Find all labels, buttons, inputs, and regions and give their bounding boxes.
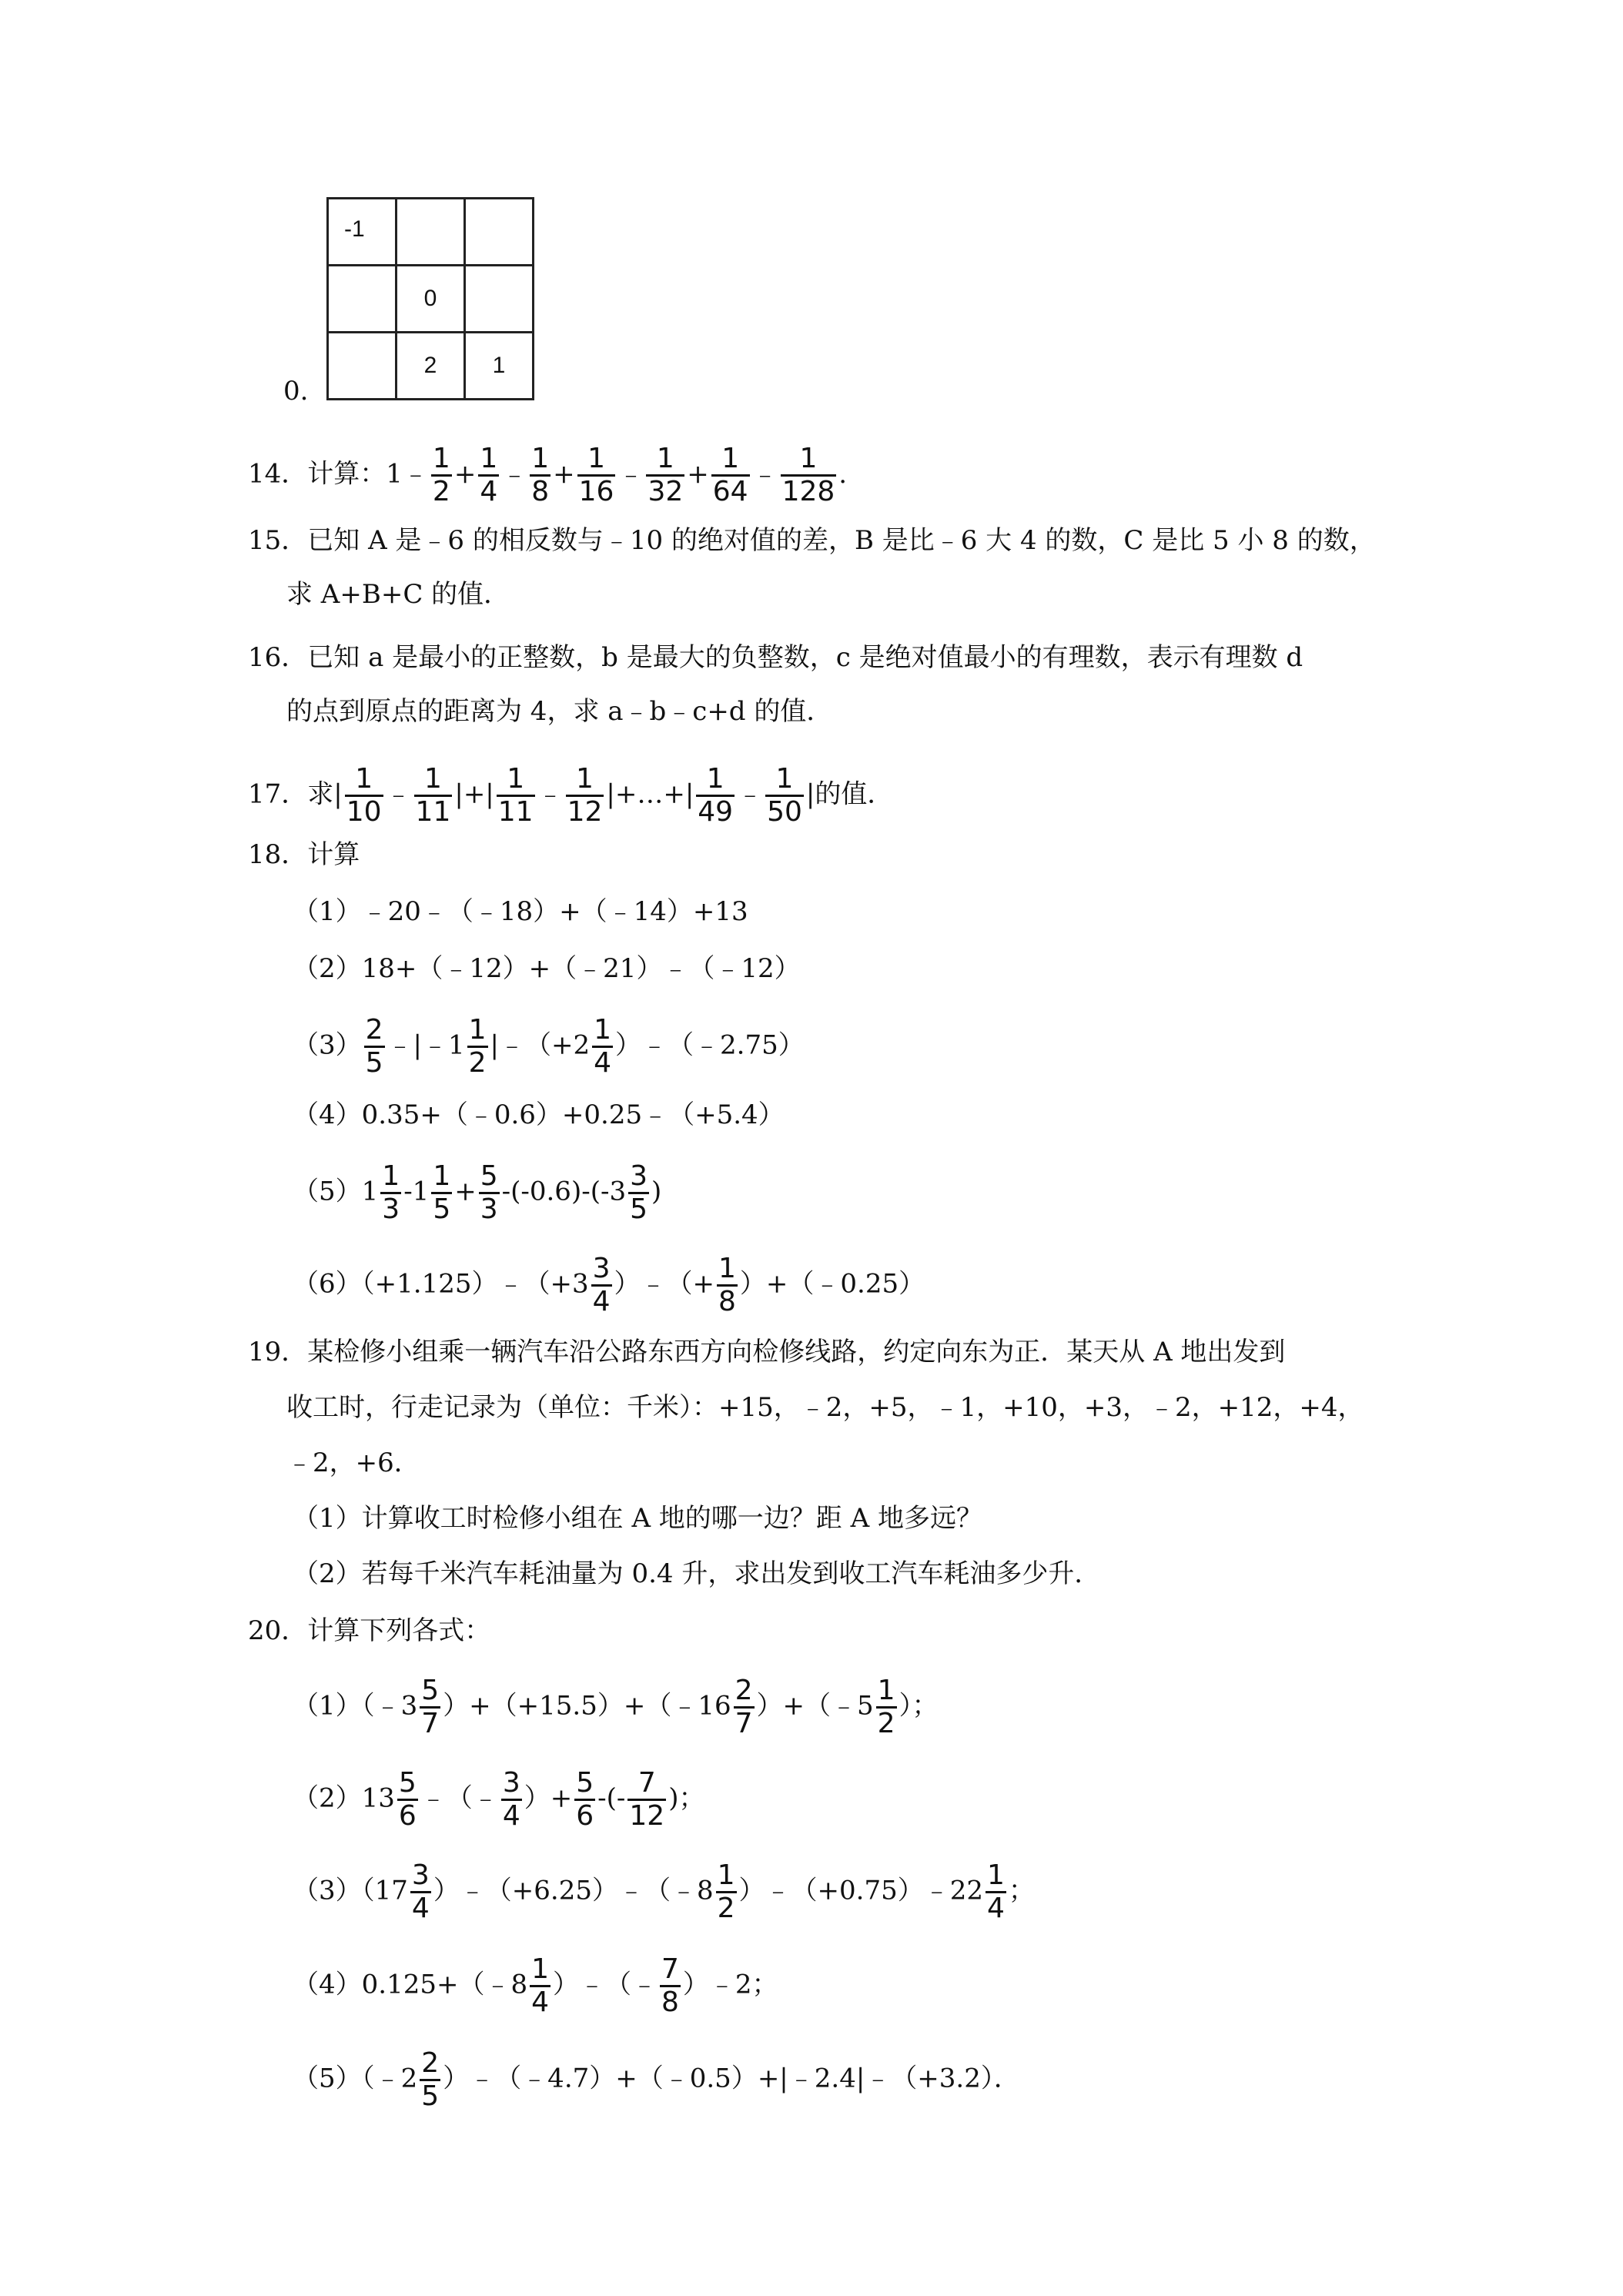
operator: ﹣: [617, 458, 644, 490]
fraction: $\frac{1}{50}$: [767, 763, 802, 828]
grid-cell: [328, 266, 397, 333]
q19-item-1: （1）计算收工时检修小组在 A 地的哪一边？距 A 地多远？: [293, 1503, 982, 1534]
question-19-line-1: 19．某检修小组乘一辆汽车沿公路东西方向检修线路，约定向东为正．某天从 A 地出发到: [248, 1337, 1286, 1367]
grid-cell: -1: [328, 199, 397, 266]
question-15-line-1: 15．已知 A 是﹣6 的相反数与﹣10 的绝对值的差，B 是比﹣6 大 4 的数，C 是比 5 小 8 的数，: [248, 525, 1376, 556]
fraction: $\frac{5}{3}$: [480, 1160, 498, 1225]
grid-cell: 1: [465, 333, 534, 400]
question-number: 17．: [248, 778, 308, 810]
expr-text: ﹣: [537, 778, 564, 810]
grid-cell: 0: [397, 266, 465, 333]
q18-item-1: （1）﹣20﹣（﹣18）+（﹣14）+13: [293, 896, 748, 927]
fraction: $\frac{1}{12}$: [567, 763, 603, 828]
question-17: [248, 764, 893, 828]
q20-item-5: （5）（﹣2 $\frac{2}{5}$ ）﹣（﹣4.7）+（﹣0.5）+|﹣2.4|﹣（+3.2）．: [293, 2047, 1020, 2112]
fraction: $\frac{1}{49}$: [698, 763, 734, 828]
fraction: $\frac{1}{16}$: [578, 443, 614, 507]
q18-item-5: （5）1 $\frac{1}{3}$ -1 $\frac{1}{5}$ + $\frac{5}{3}$ -(-0.6)-(-3 $\frac{3}{5}$ ): [293, 1160, 662, 1225]
question-label: 计算：: [307, 458, 387, 490]
question-18-title: 18．计算: [248, 839, 360, 870]
expr-text: ﹣: [385, 778, 412, 810]
question-number: 14．: [248, 458, 308, 490]
operator: ﹣: [501, 458, 528, 490]
question-20-title: 20．计算下列各式：: [248, 1615, 491, 1646]
fraction: $\frac{1}{4}$: [480, 443, 498, 507]
expr-text: 1﹣: [386, 458, 429, 490]
question-16-line-2: 的点到原点的距离为 4，求 a﹣b﹣c+d 的值．: [286, 696, 833, 727]
fraction: $\frac{2}{5}$: [421, 2047, 440, 2112]
q20-item-4: （4）0.125+（﹣8 $\frac{1}{4}$ ）﹣（﹣ $\frac{7}{8}$ ）﹣2；: [293, 1953, 778, 2018]
fraction: $\frac{1}{4}$: [531, 1953, 550, 2018]
fraction: $\frac{7}{8}$: [661, 1953, 679, 2018]
fraction: $\frac{1}{8}$: [718, 1253, 736, 1317]
operator: .: [838, 458, 848, 490]
question-14: [248, 443, 847, 507]
fraction: $\frac{1}{4}$: [594, 1014, 612, 1079]
fraction: $\frac{2}{5}$: [365, 1014, 383, 1079]
q19-item-2: （2）若每千米汽车耗油量为 0.4 升，求出发到收工汽车耗油多少升．: [293, 1558, 1101, 1589]
operator: +: [453, 458, 477, 490]
operator: ﹣: [751, 458, 778, 490]
grid-cell: [397, 199, 465, 266]
fraction: $\frac{1}{11}$: [415, 763, 451, 828]
fraction: $\frac{2}{7}$: [735, 1675, 753, 1739]
question-15-line-2: 求 A+B+C 的值．: [286, 579, 510, 610]
fraction: $\frac{5}{6}$: [576, 1767, 594, 1832]
question-19-line-3: ﹣2，+6．: [286, 1448, 420, 1478]
fraction-series: [429, 443, 848, 507]
fraction: $\frac{1}{4}$: [987, 1859, 1005, 1924]
expr-text: 求|: [307, 778, 343, 810]
grid-cell: [465, 266, 534, 333]
q18-item-6: （6）（+1.125）﹣（+3 $\frac{3}{4}$ ）﹣（+ $\frac{1}{8}$ ）+（﹣0.25）: [293, 1253, 925, 1317]
operator: +: [553, 458, 575, 490]
expr-text: ﹣: [737, 778, 764, 810]
grid-cell: [465, 199, 534, 266]
fraction: $\frac{1}{2}$: [717, 1859, 735, 1924]
fraction: $\frac{5}{6}$: [398, 1767, 417, 1832]
q20-item-3: （3）（17 $\frac{3}{4}$ ）﹣（+6.25）﹣（﹣8 $\frac{1}{2}$ ）﹣（+0.75）﹣22 $\frac{1}{4}$ ；: [293, 1859, 1035, 1924]
question-19-line-2: 收工时，行走记录为（单位：千米）：+15，﹣2，+5，﹣1，+10，+3，﹣2，+12，+4，: [286, 1392, 1364, 1423]
expr-text: |的值．: [805, 778, 894, 810]
q18-item-4: （4）0.35+（﹣0.6）+0.25﹣（+5.4）: [293, 1099, 785, 1130]
fraction: $\frac{1}{3}$: [382, 1160, 400, 1225]
fraction: $\frac{3}{4}$: [592, 1253, 611, 1317]
fraction: $\frac{7}{12}$: [629, 1767, 665, 1832]
fraction: $\frac{1}{2}$: [468, 1014, 487, 1079]
fraction: $\frac{1}{10}$: [346, 763, 382, 828]
expr-text: |+…+|: [606, 778, 694, 810]
fraction: $\frac{1}{8}$: [531, 443, 550, 507]
question-16-line-1: 16．已知 a 是最小的正整数，b 是最大的负整数，c 是绝对值最小的有理数，表示有理数 d: [248, 642, 1303, 673]
fraction: $\frac{5}{7}$: [421, 1675, 440, 1739]
fraction: $\frac{1}{5}$: [433, 1160, 451, 1225]
fraction: $\frac{1}{2}$: [877, 1675, 895, 1739]
grid-cell: 2: [397, 333, 465, 400]
expr-text: |+|: [454, 778, 494, 810]
q20-item-1: （1）（﹣3 $\frac{5}{7}$ ）+（+15.5）+（﹣16 $\frac{2}{7}$ ）+（﹣5 $\frac{1}{2}$ ）；: [293, 1675, 939, 1739]
fraction: $\frac{1}{11}$: [497, 763, 534, 828]
fraction: $\frac{1}{128}$: [781, 443, 835, 507]
fraction: $\frac{3}{5}$: [630, 1160, 648, 1225]
grid-prefix: 0.: [283, 376, 309, 407]
q18-item-3: （3） $\frac{2}{5}$ ﹣|﹣1 $\frac{1}{2}$ |﹣（+2 $\frac{1}{4}$ ）﹣（﹣2.75）: [293, 1014, 805, 1079]
fraction: $\frac{3}{4}$: [502, 1767, 520, 1832]
fraction: $\frac{1}{32}$: [648, 443, 684, 507]
operator: +: [687, 458, 709, 490]
q20-item-2: （2）13 $\frac{5}{6}$ ﹣（﹣ $\frac{3}{4}$ ）+ $\frac{5}{6}$ -(- $\frac{7}{12}$ )；: [293, 1767, 705, 1832]
grid-cell: [328, 333, 397, 400]
q18-item-2: （2）18+（﹣12）+（﹣21）﹣（﹣12）: [293, 953, 801, 984]
fraction: $\frac{3}{4}$: [411, 1859, 430, 1924]
fraction: $\frac{1}{64}$: [712, 443, 748, 507]
fraction: $\frac{1}{2}$: [432, 443, 450, 507]
number-grid: [326, 197, 534, 400]
